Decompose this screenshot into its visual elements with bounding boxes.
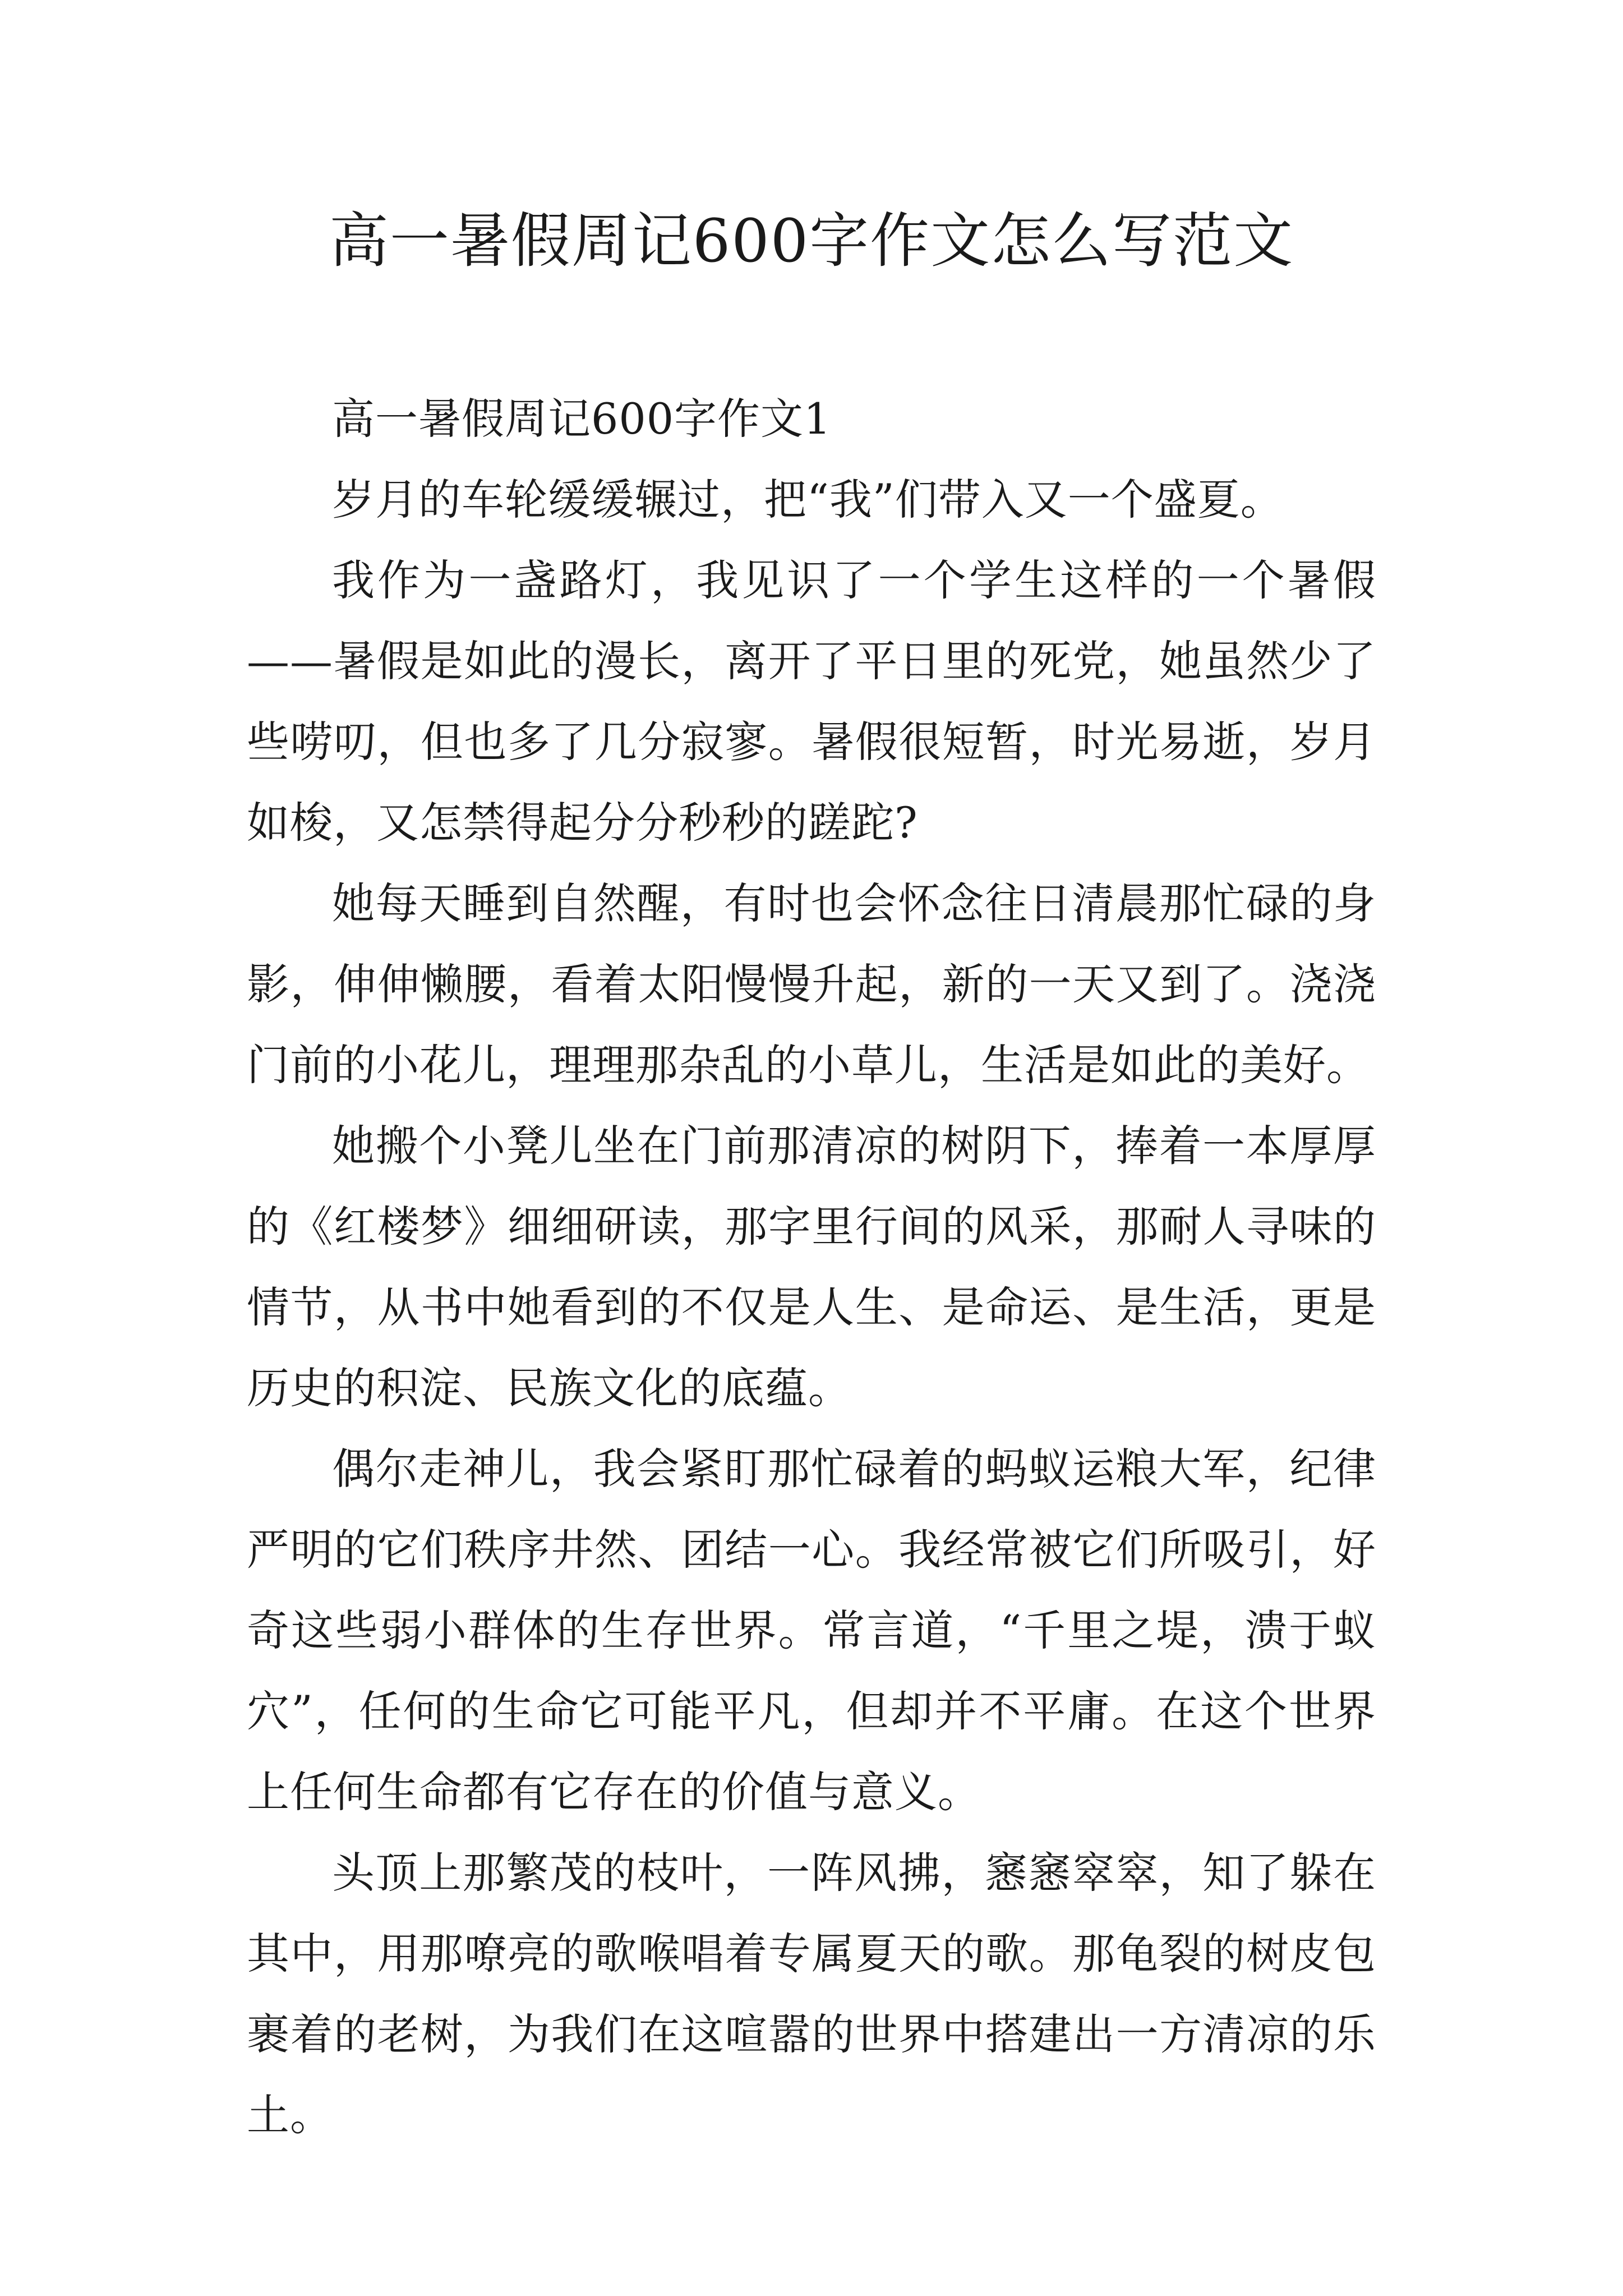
paragraph-2: 我作为一盏路灯，我见识了一个学生这样的一个暑假——暑假是如此的漫长，离开了平日里的死党，她虽然少了些唠叨，但也多了几分寂寥。暑假很短暂，时光易逝，岁月如梭，又怎禁得起分分秒秒的蹉跎? [247,555,1376,848]
document-body [247,379,1376,2156]
paragraph-6: 头顶上那繁茂的枝叶，一阵风拂，窸窸窣窣，知了躲在其中，用那嘹亮的歌喉唱着专属夏天的歌。那龟裂的树皮包裹着的老树，为我们在这喧嚣的世界中搭建出一方清凉的乐土。 [247,1848,1376,2140]
section-heading: 高一暑假周记600字作文1 [332,394,832,444]
document-title: 高一暑假周记600字作文怎么写范文 [329,206,1294,275]
paragraph-5: 偶尔走神儿，我会紧盯那忙碌着的蚂蚁运粮大军，纪律严明的它们秩序井然、团结一心。我经常被它们所吸引，好奇这些弱小群体的生存世界。常言道，“千里之堤，溃于蚁穴”，任何的生命它可能平凡，但却并不平庸。在这个世界上任何生命都有它存在的价值与意义。 [247,1444,1376,1817]
paragraph-1: 岁月的车轮缓缓辗过，把“我”们带入又一个盛夏。 [332,475,1284,524]
paragraph-4: 她搬个小凳儿坐在门前那清凉的树阴下，捧着一本厚厚的《红楼梦》细细研读，那字里行间的风采，那耐人寻味的情节，从书中她看到的不仅是人生、是命运、是生活，更是历史的积淀、民族文化的底蕴。 [247,1121,1376,1413]
paragraph-3: 她每天睡到自然醒，有时也会怀念往日清晨那忙碌的身影，伸伸懒腰，看着太阳慢慢升起，新的一天又到了。浇浇门前的小花儿，理理那杂乱的小草儿，生活是如此的美好。 [247,878,1376,1090]
